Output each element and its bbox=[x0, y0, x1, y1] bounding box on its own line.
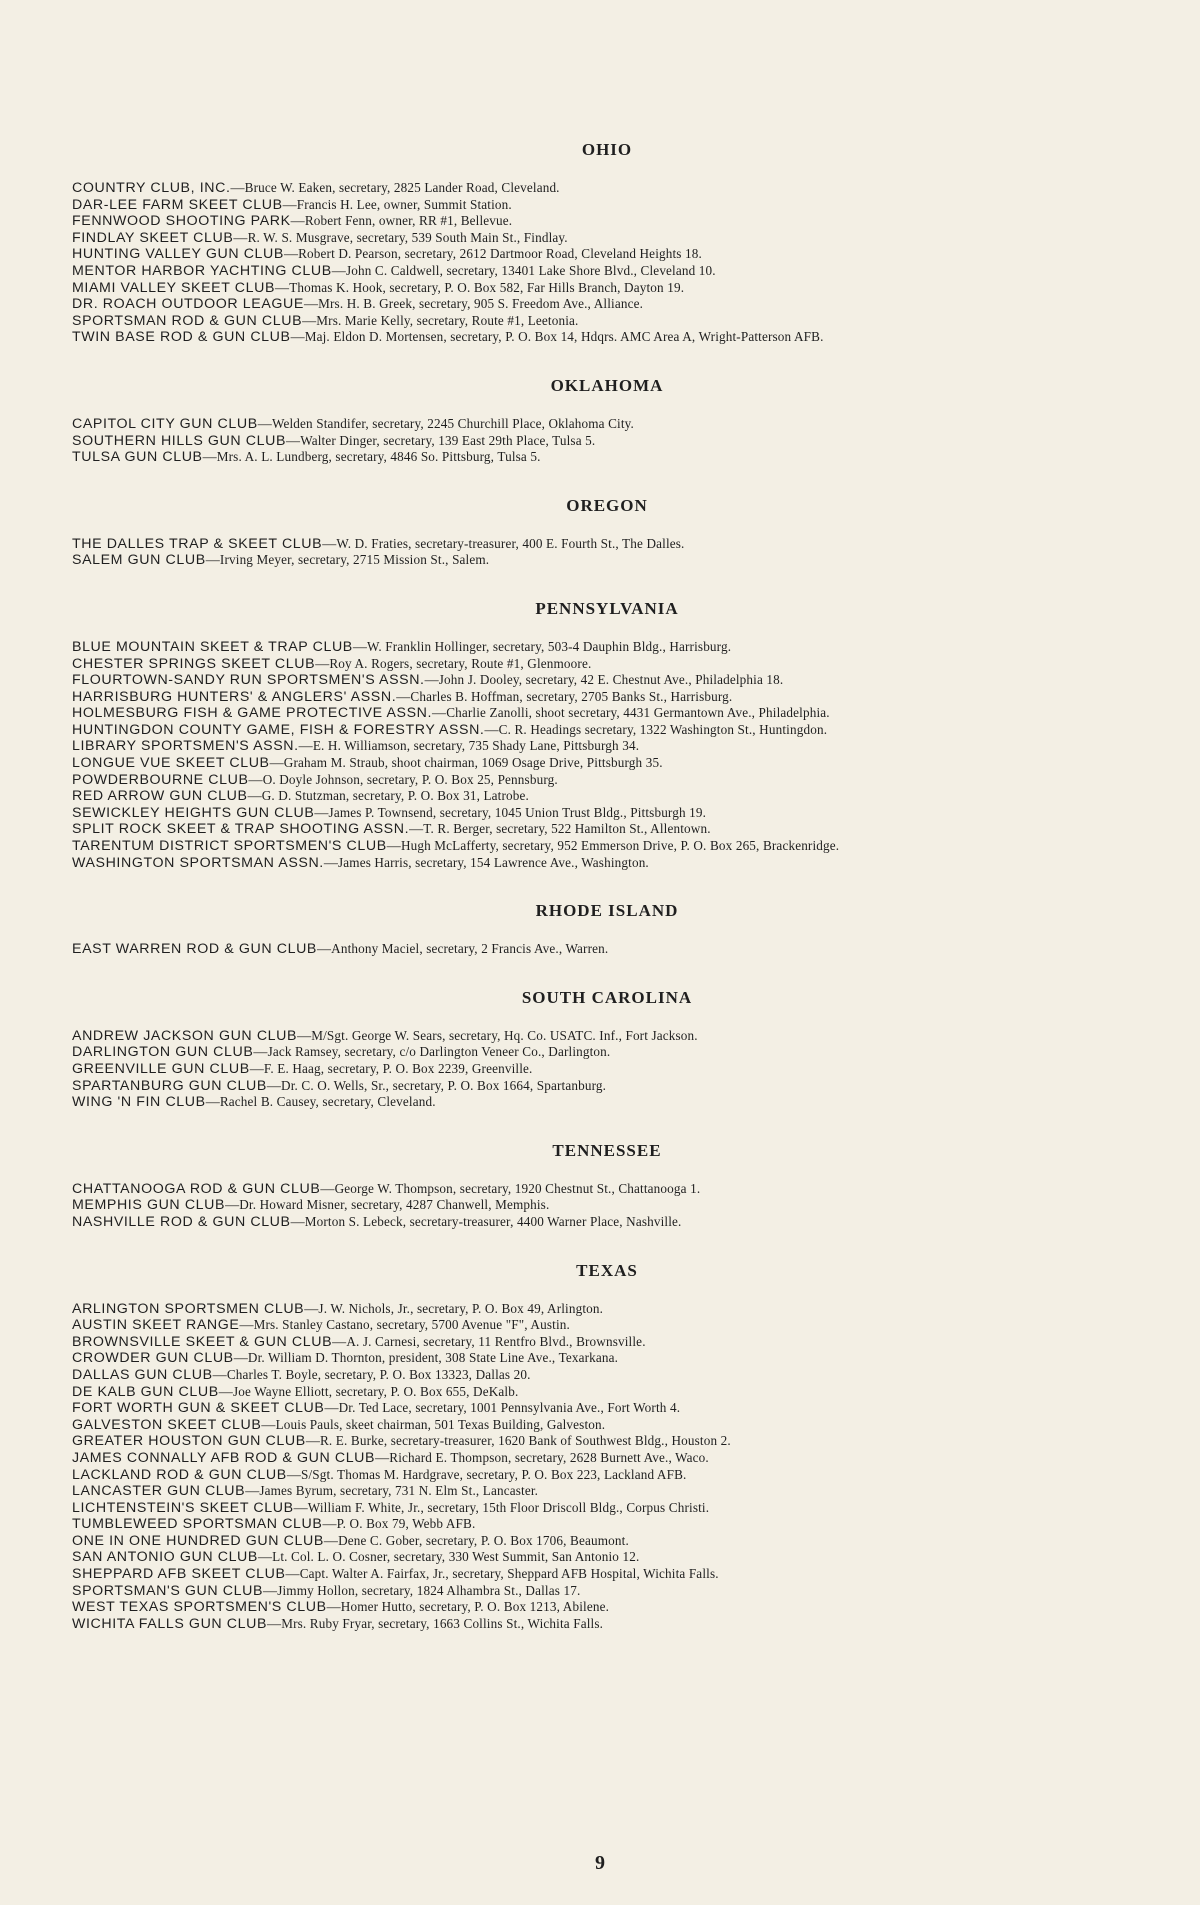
club-entry bbox=[72, 433, 1142, 450]
club-name: HUNTINGDON COUNTY GAME, FISH & FORESTRY ASSN. bbox=[72, 721, 485, 738]
dash-separator: — bbox=[230, 181, 245, 196]
club-name: ANDREW JACKSON GUN CLUB bbox=[72, 1027, 298, 1044]
club-entry bbox=[72, 1028, 1142, 1045]
club-entry bbox=[72, 1433, 1142, 1450]
dash-separator: — bbox=[225, 1198, 240, 1214]
state-section bbox=[72, 599, 1142, 871]
club-entry bbox=[72, 313, 1142, 330]
club-contact-detail: James Byrum, secretary, 731 N. Elm St., Lancaster. bbox=[259, 1483, 539, 1499]
club-name: SPLIT ROCK SKEET & TRAP SHOOTING ASSN. bbox=[72, 821, 410, 838]
dash-separator: — bbox=[239, 1318, 254, 1334]
state-section bbox=[72, 376, 1142, 466]
club-contact-detail: W. D. Fraties, secretary-treasurer, 400 E. Fourth St., The Dalles. bbox=[336, 535, 685, 551]
club-contact-detail: Graham M. Straub, shoot chairman, 1069 Osage Drive, Pittsburgh 35. bbox=[283, 755, 663, 771]
club-entry bbox=[72, 1350, 1142, 1367]
club-contact-detail: Dr. C. O. Wells, Sr., secretary, P. O. Box 1664, Spartanburg. bbox=[281, 1077, 607, 1093]
club-entry bbox=[72, 416, 1142, 433]
club-name: GREATER HOUSTON GUN CLUB bbox=[72, 1433, 306, 1450]
club-contact-detail: Richard E. Thompson, secretary, 2628 Burnett Ave., Waco. bbox=[389, 1449, 709, 1465]
dash-separator: — bbox=[375, 1450, 390, 1466]
club-list bbox=[72, 1181, 1142, 1231]
club-list bbox=[72, 941, 1142, 958]
club-contact-detail: Lt. Col. L. O. Cosner, secretary, 330 West Summit, San Antonio 12. bbox=[272, 1549, 640, 1565]
club-name: POWDERBOURNE CLUB bbox=[72, 771, 249, 788]
club-name: CAPITOL CITY GUN CLUB bbox=[72, 415, 258, 432]
club-contact-detail: Rachel B. Causey, secretary, Cleveland. bbox=[219, 1094, 436, 1110]
club-contact-detail: James P. Townsend, secretary, 1045 Union Trust Bldg., Pittsburgh 19. bbox=[328, 804, 707, 820]
dash-separator: — bbox=[323, 1533, 339, 1549]
dash-separator: — bbox=[298, 739, 313, 755]
dash-separator: — bbox=[282, 197, 297, 213]
dash-separator: — bbox=[245, 1484, 260, 1500]
state-heading: PENNSYLVANIA bbox=[535, 598, 679, 618]
club-name: WING 'N FIN CLUB bbox=[72, 1094, 206, 1111]
club-contact-detail: John J. Dooley, secretary, 42 E. Chestnut Ave., Philadelphia 18. bbox=[438, 672, 784, 688]
dash-separator: — bbox=[286, 1467, 301, 1483]
dash-separator: — bbox=[302, 313, 317, 329]
club-entry bbox=[72, 1583, 1142, 1600]
club-contact-detail: Roy A. Rogers, secretary, Route #1, Glenmoore. bbox=[329, 655, 592, 671]
club-entry bbox=[72, 263, 1142, 280]
dash-separator: — bbox=[322, 1517, 337, 1533]
dash-separator: — bbox=[323, 855, 338, 871]
state-section bbox=[72, 140, 1142, 346]
club-contact-detail: G. D. Stutzman, secretary, P. O. Box 31, Latrobe. bbox=[261, 788, 529, 804]
club-name: DE KALB GUN CLUB bbox=[72, 1383, 219, 1400]
dash-separator: — bbox=[247, 789, 262, 805]
dash-separator: — bbox=[266, 1078, 282, 1094]
state-section bbox=[72, 1261, 1142, 1633]
dash-separator: — bbox=[322, 536, 337, 552]
dash-separator: — bbox=[386, 839, 401, 855]
club-entry bbox=[72, 1533, 1142, 1550]
club-entry bbox=[72, 213, 1142, 230]
dash-separator: — bbox=[320, 1181, 335, 1197]
dash-separator: — bbox=[212, 1367, 227, 1383]
club-name: JAMES CONNALLY AFB ROD & GUN CLUB bbox=[72, 1449, 376, 1466]
club-name: RED ARROW GUN CLUB bbox=[72, 788, 248, 805]
dash-separator: — bbox=[331, 263, 346, 279]
club-name: LIBRARY SPORTSMEN'S ASSN. bbox=[72, 738, 299, 755]
dash-separator: — bbox=[233, 230, 248, 246]
club-contact-detail: S/Sgt. Thomas M. Hardgrave, secretary, P. O. Box 223, Lackland AFB. bbox=[301, 1466, 687, 1482]
club-name: NASHVILLE ROD & GUN CLUB bbox=[72, 1213, 291, 1230]
club-entry bbox=[72, 536, 1142, 553]
dash-separator: — bbox=[233, 1351, 248, 1367]
club-entry bbox=[72, 246, 1142, 263]
club-entry bbox=[72, 1214, 1142, 1231]
dash-separator: — bbox=[202, 450, 217, 466]
dash-separator: — bbox=[205, 1095, 220, 1111]
club-name: MEMPHIS GUN CLUB bbox=[72, 1197, 226, 1214]
club-entry bbox=[72, 672, 1142, 689]
club-entry bbox=[72, 788, 1142, 805]
club-entry bbox=[72, 1384, 1142, 1401]
state-section bbox=[72, 496, 1142, 569]
club-entry bbox=[72, 1301, 1142, 1318]
state-heading: OREGON bbox=[566, 495, 648, 515]
club-entry bbox=[72, 329, 1142, 346]
club-entry bbox=[72, 656, 1142, 673]
dash-separator: — bbox=[267, 1616, 282, 1632]
club-contact-detail: F. E. Haag, secretary, P. O. Box 2239, Greenville. bbox=[263, 1061, 533, 1076]
dash-separator: — bbox=[218, 1384, 233, 1400]
club-name: WICHITA FALLS GUN CLUB bbox=[72, 1615, 268, 1632]
dash-separator: — bbox=[285, 1567, 300, 1583]
club-name: SPORTSMAN ROD & GUN CLUB bbox=[72, 312, 303, 329]
club-entry bbox=[72, 1317, 1142, 1334]
club-contact-detail: R. W. S. Musgrave, secretary, 539 South Main St., Findlay. bbox=[247, 229, 568, 245]
club-entry bbox=[72, 1467, 1142, 1484]
club-contact-detail: Mrs. Marie Kelly, secretary, Route #1, Leetonia. bbox=[316, 312, 579, 328]
club-list bbox=[72, 536, 1142, 569]
club-entry bbox=[72, 1044, 1142, 1061]
club-entry bbox=[72, 449, 1142, 466]
dash-separator: — bbox=[332, 1334, 347, 1350]
club-entry bbox=[72, 1500, 1142, 1517]
club-entry bbox=[72, 722, 1142, 739]
dash-separator: — bbox=[283, 247, 299, 263]
club-name: ARLINGTON SPORTSMEN CLUB bbox=[72, 1300, 305, 1317]
club-contact-detail: O. Doyle Johnson, secretary, P. O. Box 25, Pennsburg. bbox=[262, 771, 558, 787]
club-contact-detail: Mrs. H. B. Greek, secretary, 905 S. Freedom Ave., Alliance. bbox=[318, 296, 644, 312]
dash-separator: — bbox=[257, 1550, 273, 1566]
club-name: WEST TEXAS SPORTSMEN'S CLUB bbox=[72, 1599, 327, 1616]
club-contact-detail: M/Sgt. George W. Sears, secretary, Hq. Co. USATC. Inf., Fort Jackson. bbox=[311, 1027, 698, 1043]
club-entry bbox=[72, 230, 1142, 247]
club-name: DAR-LEE FARM SKEET CLUB bbox=[72, 196, 283, 213]
club-entry bbox=[72, 772, 1142, 789]
club-name: LICHTENSTEIN'S SKEET CLUB bbox=[72, 1499, 294, 1516]
club-name: SPORTSMAN'S GUN CLUB bbox=[72, 1582, 264, 1599]
club-entry bbox=[72, 941, 1142, 958]
club-contact-detail: Jack Ramsey, secretary, c/o Darlington Veneer Co., Darlington. bbox=[267, 1044, 611, 1060]
club-name: BLUE MOUNTAIN SKEET & TRAP CLUB bbox=[72, 638, 353, 655]
dash-separator: — bbox=[269, 756, 284, 772]
club-entry bbox=[72, 552, 1142, 569]
club-contact-detail: Maj. Eldon D. Mortensen, secretary, P. O. Box 14, Hdqrs. AMC Area A, Wright-Patterson AFB. bbox=[304, 329, 824, 345]
club-contact-detail: Bruce W. Eaken, secretary, 2825 Lander Road, Cleveland. bbox=[244, 180, 560, 195]
club-name: MENTOR HARBOR YACHTING CLUB bbox=[72, 262, 332, 279]
club-contact-detail: Dr. Howard Misner, secretary, 4287 Chanwell, Memphis. bbox=[239, 1197, 550, 1213]
club-entry bbox=[72, 689, 1142, 706]
state-heading: RHODE ISLAND bbox=[535, 901, 679, 921]
club-contact-detail: James Harris, secretary, 154 Lawrence Ave., Washington. bbox=[338, 854, 649, 870]
club-contact-detail: A. J. Carnesi, secretary, 11 Rentfro Blvd., Brownsville. bbox=[346, 1333, 646, 1349]
club-contact-detail: T. R. Berger, secretary, 522 Hamilton St., Allentown. bbox=[423, 821, 711, 837]
club-contact-detail: C. R. Headings secretary, 1322 Washington St., Huntingdon. bbox=[498, 721, 828, 737]
state-section bbox=[72, 1141, 1142, 1231]
club-name: LONGUE VUE SKEET CLUB bbox=[72, 755, 270, 772]
dash-separator: — bbox=[249, 1062, 264, 1077]
state-heading: SOUTH CAROLINA bbox=[521, 987, 693, 1007]
club-list bbox=[72, 180, 1142, 346]
dash-separator: — bbox=[326, 1600, 341, 1616]
dash-separator: — bbox=[432, 706, 447, 722]
club-name: GREENVILLE GUN CLUB bbox=[72, 1061, 250, 1077]
club-contact-detail: Charlie Zanolli, shoot secretary, 4431 Germantown Ave., Philadelphia. bbox=[446, 705, 830, 721]
club-contact-detail: P. O. Box 79, Webb AFB. bbox=[336, 1516, 476, 1532]
club-contact-detail: Mrs. Stanley Castano, secretary, 5700 Avenue "F", Austin. bbox=[253, 1317, 570, 1333]
state-heading: TENNESSEE bbox=[552, 1140, 662, 1160]
club-contact-detail: Homer Hutto, secretary, P. O. Box 1213, Abilene. bbox=[340, 1599, 610, 1615]
club-entry bbox=[72, 1616, 1142, 1633]
club-contact-detail: W. Franklin Hollinger, secretary, 503-4 Dauphin Bldg., Harrisburg. bbox=[367, 638, 732, 654]
club-contact-detail: Dr. Ted Lace, secretary, 1001 Pennsylvania Ave., Fort Worth 4. bbox=[338, 1400, 681, 1416]
club-entry bbox=[72, 1549, 1142, 1566]
club-name: MIAMI VALLEY SKEET CLUB bbox=[72, 279, 276, 296]
club-entry bbox=[72, 197, 1142, 214]
club-contact-detail: Thomas K. Hook, secretary, P. O. Box 582, Far Hills Branch, Dayton 19. bbox=[289, 279, 685, 295]
dash-separator: — bbox=[352, 639, 368, 655]
club-name: WASHINGTON SPORTSMAN ASSN. bbox=[72, 854, 324, 871]
club-name: FORT WORTH GUN & SKEET CLUB bbox=[72, 1400, 325, 1417]
club-name: LANCASTER GUN CLUB bbox=[72, 1483, 246, 1500]
club-contact-detail: J. W. Nichols, Jr., secretary, P. O. Box 49, Arlington. bbox=[318, 1300, 604, 1316]
club-contact-detail: Capt. Walter A. Fairfax, Jr., secretary, Sheppard AFB Hospital, Wichita Falls. bbox=[299, 1566, 719, 1582]
club-name: EAST WARREN ROD & GUN CLUB bbox=[72, 941, 317, 958]
club-entry bbox=[72, 1483, 1142, 1500]
club-contact-detail: Francis H. Lee, owner, Summit Station. bbox=[296, 196, 512, 212]
club-name: SEWICKLEY HEIGHTS GUN CLUB bbox=[72, 804, 315, 821]
club-contact-detail: Robert D. Pearson, secretary, 2612 Dartmoor Road, Cleveland Heights 18. bbox=[298, 246, 702, 262]
club-name: TARENTUM DISTRICT SPORTSMEN'S CLUB bbox=[72, 838, 387, 855]
page-number: 9 bbox=[595, 1852, 605, 1874]
club-contact-detail: Anthony Maciel, secretary, 2 Francis Ave., Warren. bbox=[331, 941, 609, 957]
club-name: BROWNSVILLE SKEET & GUN CLUB bbox=[72, 1333, 333, 1350]
club-list bbox=[72, 416, 1142, 466]
club-name: HOLMESBURG FISH & GAME PROTECTIVE ASSN. bbox=[72, 705, 433, 722]
club-contact-detail: Charles B. Hoffman, secretary, 2705 Banks St., Harrisburg. bbox=[410, 688, 733, 704]
dash-separator: — bbox=[324, 1401, 339, 1417]
club-name: SOUTHERN HILLS GUN CLUB bbox=[72, 432, 287, 449]
club-name: TUMBLEWEED SPORTSMAN CLUB bbox=[72, 1516, 323, 1533]
club-entry bbox=[72, 1334, 1142, 1351]
club-entry bbox=[72, 280, 1142, 297]
club-entry bbox=[72, 855, 1142, 872]
dash-separator: — bbox=[315, 656, 330, 672]
club-name: HARRISBURG HUNTERS' & ANGLERS' ASSN. bbox=[72, 688, 397, 705]
dash-separator: — bbox=[253, 1045, 268, 1061]
club-name: DARLINGTON GUN CLUB bbox=[72, 1044, 254, 1061]
state-heading: TEXAS bbox=[576, 1260, 638, 1280]
club-entry bbox=[72, 1061, 1142, 1078]
club-entry bbox=[72, 1197, 1142, 1214]
club-name: CROWDER GUN CLUB bbox=[72, 1350, 234, 1367]
dash-separator: — bbox=[248, 772, 263, 788]
club-name: SALEM GUN CLUB bbox=[72, 552, 206, 569]
club-list bbox=[72, 639, 1142, 871]
dash-separator: — bbox=[293, 1500, 308, 1516]
club-entry bbox=[72, 1094, 1142, 1111]
club-name: HUNTING VALLEY GUN CLUB bbox=[72, 246, 284, 263]
club-contact-detail: Mrs. A. L. Lundberg, secretary, 4846 So. Pittsburg, Tulsa 5. bbox=[216, 449, 541, 465]
dash-separator: — bbox=[290, 330, 305, 346]
club-contact-detail: Jimmy Hollon, secretary, 1824 Alhambra St., Dallas 17. bbox=[277, 1582, 581, 1598]
club-name: FLOURTOWN-SANDY RUN SPORTSMEN'S ASSN. bbox=[72, 672, 425, 689]
club-name: GALVESTON SKEET CLUB bbox=[72, 1416, 262, 1433]
club-entry bbox=[72, 1181, 1142, 1198]
club-name: DR. ROACH OUTDOOR LEAGUE bbox=[72, 296, 304, 313]
club-contact-detail: R. E. Burke, secretary-treasurer, 1620 Bank of Southwest Bldg., Houston 2. bbox=[319, 1433, 731, 1449]
state-section bbox=[72, 988, 1142, 1111]
club-entry bbox=[72, 1078, 1142, 1095]
club-name: ONE IN ONE HUNDRED GUN CLUB bbox=[72, 1532, 324, 1549]
dash-separator: — bbox=[257, 416, 272, 432]
club-entry bbox=[72, 180, 1142, 197]
club-contact-detail: Dr. William D. Thornton, president, 308 State Line Ave., Texarkana. bbox=[247, 1350, 619, 1366]
dash-separator: — bbox=[396, 689, 411, 705]
dash-separator: — bbox=[290, 1214, 305, 1230]
dash-separator: — bbox=[275, 280, 290, 296]
dash-separator: — bbox=[303, 297, 319, 313]
club-contact-detail: William F. White, Jr., secretary, 15th Floor Driscoll Bldg., Corpus Christi. bbox=[307, 1499, 710, 1515]
dash-separator: — bbox=[290, 214, 305, 230]
club-name: LACKLAND ROD & GUN CLUB bbox=[72, 1466, 287, 1483]
dash-separator: — bbox=[205, 553, 220, 569]
state-heading: OKLAHOMA bbox=[550, 375, 664, 395]
club-contact-detail: Morton S. Lebeck, secretary-treasurer, 4400 Warner Place, Nashville. bbox=[304, 1213, 682, 1229]
dash-separator: — bbox=[314, 805, 329, 821]
club-entry bbox=[72, 738, 1142, 755]
club-entry bbox=[72, 705, 1142, 722]
club-entry bbox=[72, 1516, 1142, 1533]
club-entry bbox=[72, 1417, 1142, 1434]
club-contact-detail: Walter Dinger, secretary, 139 East 29th Place, Tulsa 5. bbox=[300, 432, 596, 448]
club-contact-detail: George W. Thompson, secretary, 1920 Chestnut St., Chattanooga 1. bbox=[334, 1180, 701, 1196]
dash-separator: — bbox=[263, 1583, 278, 1599]
club-name: TULSA GUN CLUB bbox=[72, 449, 203, 466]
state-heading: OHIO bbox=[581, 140, 633, 159]
club-contact-detail: E. H. Williamson, secretary, 735 Shady Lane, Pittsburgh 34. bbox=[312, 738, 640, 754]
club-contact-detail: Charles T. Boyle, secretary, P. O. Box 13323, Dallas 20. bbox=[226, 1366, 531, 1382]
club-entry bbox=[72, 1599, 1142, 1616]
dash-separator: — bbox=[409, 822, 424, 838]
club-entry bbox=[72, 755, 1142, 772]
club-entry bbox=[72, 838, 1142, 855]
club-contact-detail: Hugh McLafferty, secretary, 952 Emmerson Drive, P. O. Box 265, Brackenridge. bbox=[400, 838, 840, 854]
club-entry bbox=[72, 1450, 1142, 1467]
dash-separator: — bbox=[424, 673, 439, 689]
dash-separator: — bbox=[261, 1417, 276, 1433]
dash-separator: — bbox=[484, 722, 499, 738]
club-entry bbox=[72, 1400, 1142, 1417]
club-name: DALLAS GUN CLUB bbox=[72, 1366, 213, 1383]
club-contact-detail: Louis Pauls, skeet chairman, 501 Texas Building, Galveston. bbox=[275, 1416, 606, 1432]
club-name: SAN ANTONIO GUN CLUB bbox=[72, 1549, 258, 1566]
club-contact-detail: Mrs. Ruby Fryar, secretary, 1663 Collins St., Wichita Falls. bbox=[281, 1615, 604, 1631]
dash-separator: — bbox=[297, 1028, 312, 1044]
club-list bbox=[72, 1028, 1142, 1111]
club-contact-detail: Joe Wayne Elliott, secretary, P. O. Box 655, DeKalb. bbox=[232, 1383, 519, 1399]
club-name: TWIN BASE ROD & GUN CLUB bbox=[72, 329, 291, 346]
club-name: CHESTER SPRINGS SKEET CLUB bbox=[72, 655, 316, 672]
club-name: CHATTANOOGA ROD & GUN CLUB bbox=[72, 1180, 321, 1197]
club-entry bbox=[72, 639, 1142, 656]
club-entry bbox=[72, 296, 1142, 313]
club-contact-detail: Robert Fenn, owner, RR #1, Bellevue. bbox=[304, 213, 513, 229]
club-contact-detail: Welden Standifer, secretary, 2245 Churchill Place, Oklahoma City. bbox=[271, 415, 634, 431]
club-contact-detail: Irving Meyer, secretary, 2715 Mission St., Salem. bbox=[219, 552, 490, 568]
club-name: SPARTANBURG GUN CLUB bbox=[72, 1077, 267, 1094]
dash-separator: — bbox=[317, 942, 332, 958]
dash-separator: — bbox=[286, 433, 301, 449]
club-name: THE DALLES TRAP & SKEET CLUB bbox=[72, 535, 323, 552]
club-entry bbox=[72, 1367, 1142, 1384]
dash-separator: — bbox=[305, 1434, 320, 1450]
club-entry bbox=[72, 821, 1142, 838]
club-entry bbox=[72, 1566, 1142, 1583]
club-name: FENNWOOD SHOOTING PARK bbox=[72, 213, 291, 230]
club-contact-detail: Dene C. Gober, secretary, P. O. Box 1706, Beaumont. bbox=[338, 1532, 629, 1548]
club-name: AUSTIN SKEET RANGE bbox=[72, 1317, 240, 1334]
club-entry bbox=[72, 805, 1142, 822]
club-name: FINDLAY SKEET CLUB bbox=[72, 229, 234, 246]
club-name: COUNTRY CLUB, INC. bbox=[72, 180, 231, 196]
state-section bbox=[72, 901, 1142, 958]
dash-separator: — bbox=[304, 1301, 319, 1317]
club-directory bbox=[72, 140, 1142, 1662]
club-list bbox=[72, 1301, 1142, 1633]
club-name: SHEPPARD AFB SKEET CLUB bbox=[72, 1566, 286, 1583]
club-contact-detail: John C. Caldwell, secretary, 13401 Lake Shore Blvd., Cleveland 10. bbox=[345, 262, 716, 278]
